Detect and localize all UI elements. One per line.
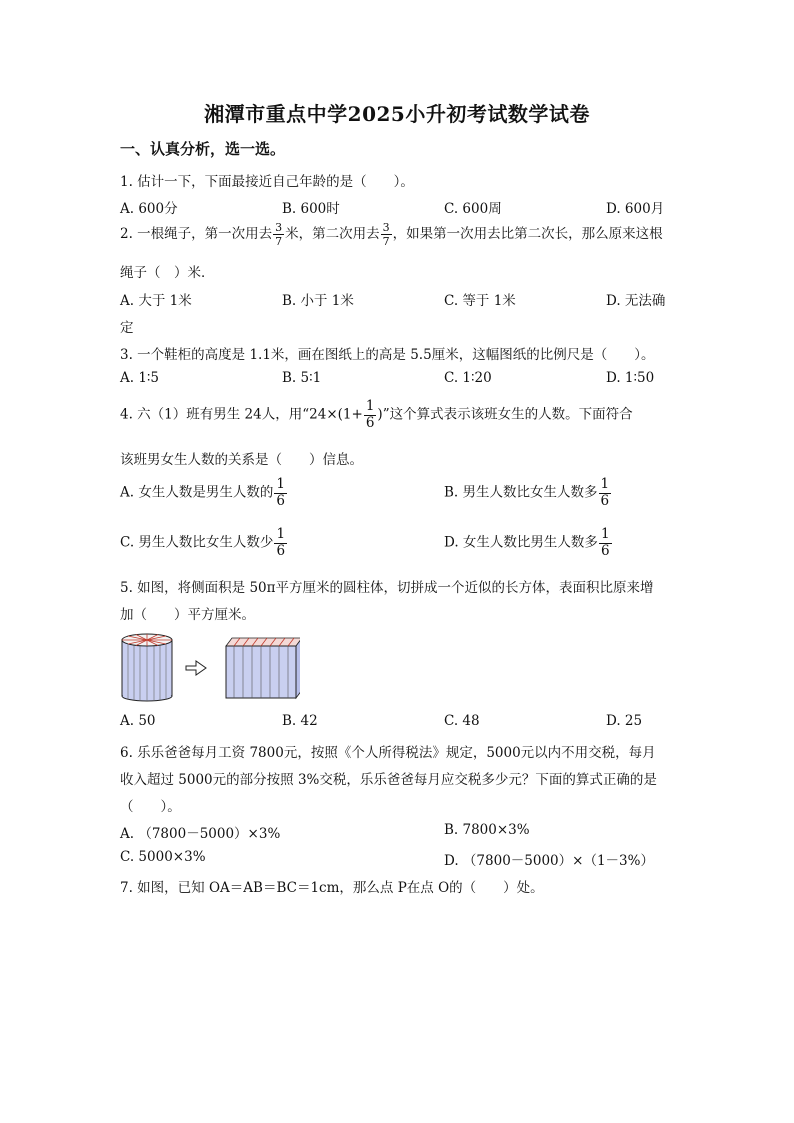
q6-option-d: D. （7800－5000）×（1－3%）	[444, 853, 654, 869]
q4-expr-a: 24×(1+	[309, 406, 363, 423]
question-5-line2: 加（ ）平方厘米。	[120, 607, 255, 623]
q4-option-a-den: 6	[276, 492, 285, 509]
question-4-line2: 该班男女生人数的关系是（ ）信息。	[120, 452, 363, 468]
q6-option-c: C. 5000×3%	[120, 849, 206, 865]
q3-option-b: B. 5∶1	[282, 370, 322, 386]
q4-option-d	[444, 528, 613, 558]
q4-option-b-den: 6	[600, 492, 610, 509]
q4-fraction-num: 1	[365, 398, 375, 414]
q4-option-b-fraction	[599, 478, 612, 508]
q2-option-d-wrap: 定	[120, 320, 134, 336]
q4-option-d-fraction	[599, 528, 612, 558]
question-2-stem	[120, 222, 663, 247]
q2-fraction-2	[381, 222, 392, 247]
q5-option-c: C. 48	[444, 713, 480, 729]
q4-text-post: ”这个算式表示该班女生的人数。下面符合	[382, 406, 633, 423]
question-3-stem: 3. 一个鞋柜的高度是 1.1米，画在图纸上的高是 5.5厘米，这幅图纸的比例尺是（ ）。	[120, 347, 655, 363]
q5-option-d: D. 25	[606, 713, 643, 729]
q2-option-b: B. 小于 1米	[282, 293, 354, 309]
q2-option-d: D. 无法确	[606, 293, 666, 309]
q4-option-d-num: 1	[600, 526, 610, 542]
q1-option-a: A. 600分	[120, 201, 178, 217]
cuboid-illustration	[226, 638, 300, 698]
question-6-line3: （ ）。	[120, 799, 181, 815]
q4-fraction	[364, 400, 377, 430]
q4-fraction-den: 6	[365, 414, 375, 431]
question-6-line2: 收入超过 5000元的部分按照 3%交税，乐乐爸爸每月应交税多少元？下面的算式正确的是	[120, 772, 657, 788]
q4-option-c-fraction	[274, 528, 287, 558]
question-1-stem: 1. 估计一下，下面最接近自己年龄的是（ ）。	[120, 174, 414, 190]
q4-option-b-num: 1	[600, 476, 610, 492]
cylinder-illustration	[122, 634, 172, 701]
q3-option-a: A. 1∶5	[120, 370, 160, 386]
question-2-line2: 绳子（ ）米．	[120, 265, 215, 281]
q2-text-pre: 2. 一根绳子，第一次用去	[120, 226, 273, 242]
question-7-stem: 7. 如图，已知 OA＝AB＝BC＝1cm，那么点 P在点 O的（ ）处。	[120, 880, 544, 896]
question-5-line1: 5. 如图，将侧面积是 50π平方厘米的圆柱体，切拼成一个近似的长方体，表面积比原来增	[120, 580, 654, 596]
section-heading-1: 一、认真分析，选一选。	[120, 140, 286, 158]
q1-option-b: B. 600时	[282, 201, 340, 217]
question-6-line1: 6. 乐乐爸爸每月工资 7800元，按照《个人所得税法》规定，5000元以内不用交税，每月	[120, 745, 656, 761]
q4-expr-b: )	[377, 406, 383, 423]
q4-option-c-num: 1	[276, 526, 286, 542]
q4-option-d-text: D. 女生人数比男生人数多	[444, 534, 598, 551]
q5-option-b: B. 42	[282, 713, 318, 729]
q4-option-c-den: 6	[276, 542, 286, 559]
q4-option-a	[120, 478, 288, 508]
arrow-icon	[186, 661, 206, 675]
q5-option-a: A. 50	[120, 713, 156, 729]
q4-option-a-text: A. 女生人数是男生人数的	[120, 484, 274, 501]
q2-fraction-1-num: 3	[275, 221, 283, 234]
q6-option-a: A. （7800－5000）×3%	[120, 826, 281, 842]
q2-fraction-1	[273, 222, 284, 247]
q2-text-mid: 米，第二次用去	[285, 226, 380, 242]
q3-option-d: D. 1∶50	[606, 370, 655, 386]
q6-option-b: B. 7800×3%	[444, 822, 530, 838]
q4-option-d-den: 6	[600, 542, 610, 559]
q2-fraction-2-den: 7	[382, 235, 390, 248]
q4-option-c	[120, 528, 288, 558]
q4-text-pre: 4. 六（1）班有男生 24人，用“	[120, 406, 310, 423]
q2-text-post: ，如果第一次用去比第二次长，那么原来这根	[392, 226, 663, 242]
q1-option-c: C. 600周	[444, 201, 502, 217]
q4-option-b-text: B. 男生人数比女生人数多	[444, 484, 598, 501]
q4-option-a-fraction	[274, 478, 287, 508]
exam-title: 湘潭市重点中学2025小升初考试数学试卷	[204, 102, 590, 126]
q2-option-a: A. 大于 1米	[120, 293, 192, 309]
q2-fraction-2-num: 3	[382, 221, 390, 234]
q4-option-b	[444, 478, 612, 508]
cylinder-to-cuboid-figure	[120, 630, 300, 702]
q1-option-d: D. 600月	[606, 201, 665, 217]
q2-option-c: C. 等于 1米	[444, 293, 516, 309]
q3-option-c: C. 1∶20	[444, 370, 492, 386]
question-4-stem	[120, 400, 633, 430]
q4-option-c-text: C. 男生人数比女生人数少	[120, 534, 274, 551]
q4-option-a-num: 1	[276, 476, 285, 492]
q2-fraction-1-den: 7	[275, 235, 283, 248]
